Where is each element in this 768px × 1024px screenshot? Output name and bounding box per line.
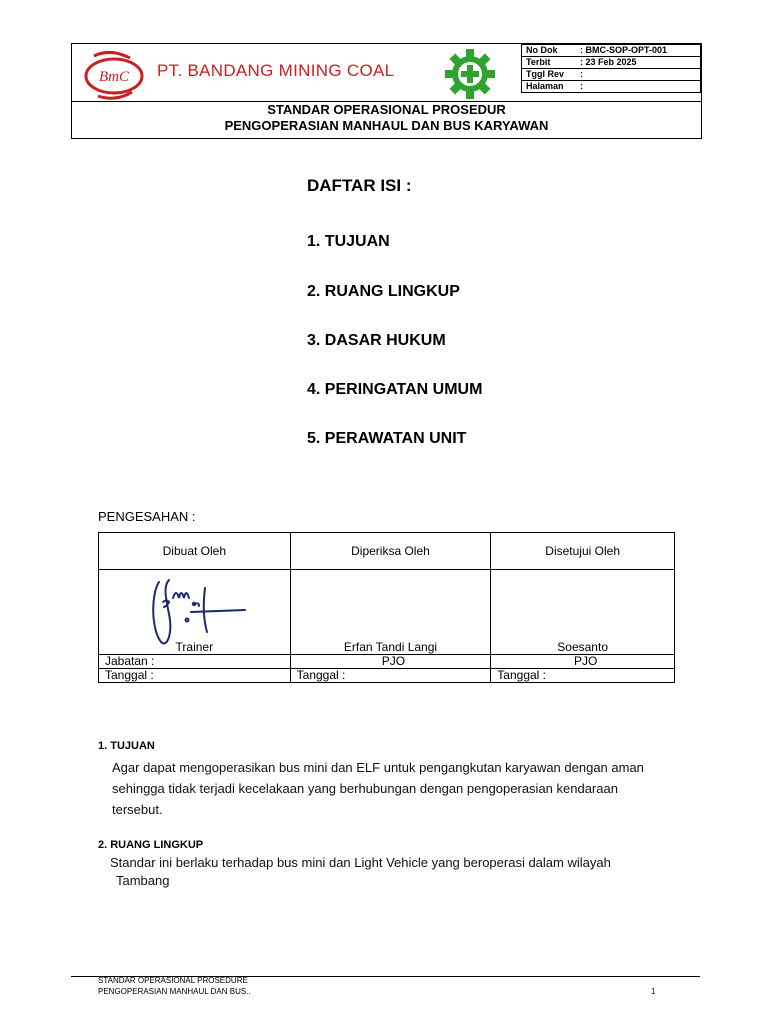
jabatan-value-disetujui: PJO <box>491 655 675 669</box>
col-dibuat-oleh: Dibuat Oleh <box>99 533 291 570</box>
approval-header-row <box>99 533 675 570</box>
section-body-ruang-lingkup <box>110 854 611 890</box>
meta-row-halaman: Halaman : <box>522 81 701 93</box>
footer-title-line2: PENGOPERASIAN MANHAUL DAN BUS.. <box>98 987 251 996</box>
signature-cell-dibuat <box>99 570 291 655</box>
jabatan-label: Jabatan : <box>99 655 291 669</box>
meta-row-terbit: Terbit : 23 Feb 2025 <box>522 57 701 69</box>
footer-title-line1: STANDAR OPERASIONAL PROSEDURE <box>98 976 248 985</box>
signature-cell-diperiksa <box>290 570 491 655</box>
section-body-tujuan <box>112 757 644 820</box>
document-title <box>72 101 701 134</box>
signer-name-erfan: Erfan Tandi Langi <box>343 640 438 654</box>
document-header <box>71 43 702 139</box>
page-number: 1 <box>651 987 656 996</box>
document-title-line1: STANDAR OPERASIONAL PROSEDUR <box>267 102 506 117</box>
col-diperiksa-oleh: Diperiksa Oleh <box>290 533 491 570</box>
svg-text:BmC: BmC <box>99 69 129 85</box>
safety-gear-icon <box>444 48 496 100</box>
toc-heading: DAFTAR ISI : <box>307 176 412 195</box>
meta-row-tggl-rev: Tggl Rev : <box>522 69 701 81</box>
toc-item-dasar-hukum: 3. DASAR HUKUM <box>307 332 446 349</box>
col-disetujui-oleh: Disetujui Oleh <box>491 533 675 570</box>
ruang-lingkup-line-1: Standar ini berlaku terhadap bus mini dan Light Vehicle yang beroperasi dalam wilayah <box>110 855 611 870</box>
tujuan-line-1: Agar dapat mengoperasikan bus mini dan ELF untuk pengangkutan karyawan dengan aman <box>112 760 644 775</box>
tujuan-line-2: sehingga tidak terjadi kecelakaan yang berhubungan dengan pengoperasian kendaraan <box>112 781 618 796</box>
jabatan-value-diperiksa: PJO <box>290 655 491 669</box>
approval-signature-row <box>99 570 675 655</box>
signature-icon <box>149 574 249 646</box>
signer-name-trainer: Trainer <box>175 640 214 654</box>
tanggal-label-dibuat: Tanggal : <box>99 669 291 683</box>
ruang-lingkup-line-2: Tambang <box>116 873 170 888</box>
document-meta-table <box>521 44 701 93</box>
signature-cell-disetujui <box>491 570 675 655</box>
approval-tanggal-row <box>99 669 675 683</box>
bmc-logo-icon <box>80 50 150 100</box>
tanggal-label-disetujui: Tanggal : <box>491 669 675 683</box>
tanggal-label-diperiksa: Tanggal : <box>290 669 491 683</box>
approval-table <box>98 532 675 683</box>
document-title-line2: PENGOPERASIAN MANHAUL DAN BUS KARYAWAN <box>224 118 549 133</box>
company-name: PT. BANDANG MINING COAL <box>157 61 395 80</box>
approval-jabatan-row <box>99 655 675 669</box>
approval-label: PENGESAHAN : <box>98 509 196 524</box>
signer-name-soesanto: Soesanto <box>557 640 608 654</box>
toc-item-tujuan: 1. TUJUAN <box>307 233 390 250</box>
meta-row-no-dok: No Dok : BMC-SOP-OPT-001 <box>522 45 701 57</box>
toc-item-peringatan-umum: 4. PERINGATAN UMUM <box>307 381 483 398</box>
section-heading-tujuan: 1. TUJUAN <box>98 740 155 752</box>
section-heading-ruang-lingkup: 2. RUANG LINGKUP <box>98 839 204 851</box>
toc-item-ruang-lingkup: 2. RUANG LINGKUP <box>307 283 460 300</box>
tujuan-line-3: tersebut. <box>112 802 163 817</box>
toc-item-perawatan-unit: 5. PERAWATAN UNIT <box>307 430 467 447</box>
